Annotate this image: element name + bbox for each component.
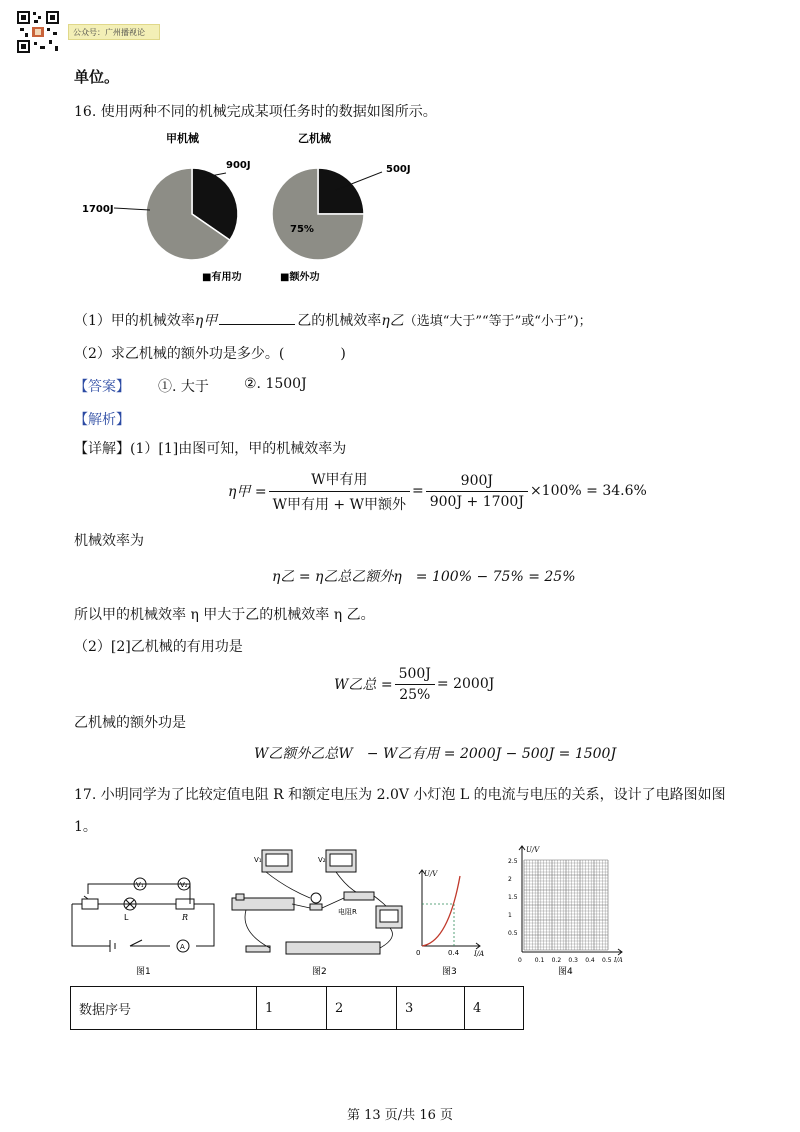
eq3-lhs: W乙总 = [334,677,393,693]
q17-stem-line1: 17. 小明同学为了比较定值电阻 R 和额定电压为 2.0V 小灯泡 L 的电流与电压的关系，设计了电路图如图 [74,787,726,803]
figure-1-circuit [70,868,220,978]
figure-3-graph [408,862,488,978]
answer-label: 【答案】 [74,379,130,395]
eq1-lhs: η甲 = [228,484,267,500]
part1-text-a: （1）甲的机械效率 [74,313,195,329]
eq1-denominator: W甲有用 + W甲额外 [272,496,406,513]
answer-2: ②. 1500J [244,376,307,392]
part1-text-c: （选填“大于”“等于”或“小于”)； [403,314,592,329]
equation-eta-jia: η甲 = $\frac{\text{W甲有用}}{\text{W甲有用 + W甲额外}}$ = $\frac{900J}{900J + 1700J}$ ×100% = 34.6% [228,466,647,516]
fig4-ytick: 2.5 [508,858,518,865]
fig1-lamp-label: L [124,913,129,922]
eq1-denominator-values: 900J + 1700J [429,493,524,510]
fig4-caption: 图4 [558,967,573,977]
pie-jia-extra-label: 1700J [82,204,114,215]
fig4-ytick: 0.5 [508,930,518,937]
figure-2-apparatus [226,842,416,978]
legend-extra: ■额外功 [280,272,320,283]
fig1-caption: 图1 [136,967,151,977]
eq1-numerator-values: 900J [426,473,528,492]
table-cell: 1 [257,987,327,1030]
pie-chart-yi [272,168,364,260]
q16-part1 [74,310,592,330]
fig4-ytick: 1 [508,912,512,919]
wechat-account-tag: 公众号：广州播视论 [68,24,160,40]
fig1-v1: V₁ [136,881,144,889]
table-row [71,987,524,1030]
fig4-xtick: 0.5 [602,957,612,964]
fig3-ylabel: U/V [424,870,438,878]
pie-chart-jia [146,168,238,260]
conclusion-line: 所以甲的机械效率 η 甲大于乙的机械效率 η 乙。 [74,607,375,623]
table-cell: 3 [397,987,465,1030]
eq3-numerator: 500J [395,666,435,685]
fig4-xtick: 0.4 [585,957,595,964]
equation-w-total [334,662,494,706]
pie-jia-title: 甲机械 [166,132,199,145]
figure-4-grid [506,842,630,978]
fig1-v2: V₂ [180,881,188,889]
eq3-denominator: 25% [399,686,431,703]
fig3-caption: 图3 [442,967,457,977]
fig4-xlabel: I/A [614,957,623,964]
eta-yi-symbol: η乙 [381,313,404,329]
eta-jia-symbol: η甲 [194,313,218,329]
eq1-numerator: W甲有用 [269,469,410,492]
fig4-xtick: 0 [518,957,522,964]
blank-line [219,324,295,325]
q16-pie-figure [80,128,440,288]
equation-w-extra: W乙额外乙总W − W乙有用 = 2000J − 500J = 1500J [254,746,617,762]
q17-stem-line2: 1。 [74,819,97,835]
detail-line: 【详解】(1）[1]由图可知，甲的机械效率为 [74,441,347,457]
equation-eta-yi: η乙 = η乙总乙额外η = 100% − 75% = 25% [272,569,576,585]
fig1-ammeter-label: A [180,943,185,951]
eq3-rhs: = 2000J [436,676,495,692]
fig3-origin: 0 [416,949,421,957]
fig2-caption: 图2 [312,967,327,977]
pie-yi-title: 乙机械 [298,132,331,145]
table-cell: 2 [327,987,397,1030]
page-footer: 第 13 页/共 16 页 [347,1108,453,1123]
part2-detail-line: （2）[2]乙机械的有用功是 [74,639,243,655]
previous-question-tail: 单位。 [74,68,120,86]
part1-text-b: 乙的机械效率 [297,313,382,329]
table-header-cell: 数据序号 [71,987,257,1030]
legend-useful: ■有用功 [202,272,242,283]
fig2-v2: V₂ [318,856,326,864]
fig4-ytick: 2 [508,876,512,883]
q17-data-table [70,986,524,1030]
fig2-resistor-label: 电阻R [338,908,357,916]
pie-yi-useful-label: 500J [386,164,411,175]
fig3-curve [422,876,460,946]
answer-1: ①. 大于 [158,379,209,395]
fig4-xtick: 0.1 [534,957,545,964]
fig1-resistor-label: R [182,913,189,922]
pie-slice-useful [318,168,364,214]
fig2-v1: V₁ [254,856,262,864]
q16-stem: 16. 使用两种不同的机械完成某项任务时的数据如图所示。 [74,104,437,120]
table-cell: 4 [465,987,524,1030]
eq1-rhs: ×100% = 34.6% [529,483,647,499]
qr-code-icon [16,10,60,54]
efficiency-line: 机械效率为 [74,533,144,549]
q16-part2: （2）求乙机械的额外功是多少。( ) [74,346,346,362]
pie-yi-extra-label: 75% [290,224,314,235]
pie-jia-useful-label: 900J [226,160,251,171]
analysis-label: 【解析】 [74,412,130,428]
fig4-ylabel: U/V [526,846,540,854]
fig4-ytick: 1.5 [508,894,518,901]
fig3-xlabel: I/A [474,950,485,958]
extra-work-line: 乙机械的额外功是 [74,715,186,731]
fig4-xtick: 0.2 [551,957,562,964]
fig3-xtick: 0.4 [448,949,460,957]
fig4-xtick: 0.3 [568,957,578,964]
